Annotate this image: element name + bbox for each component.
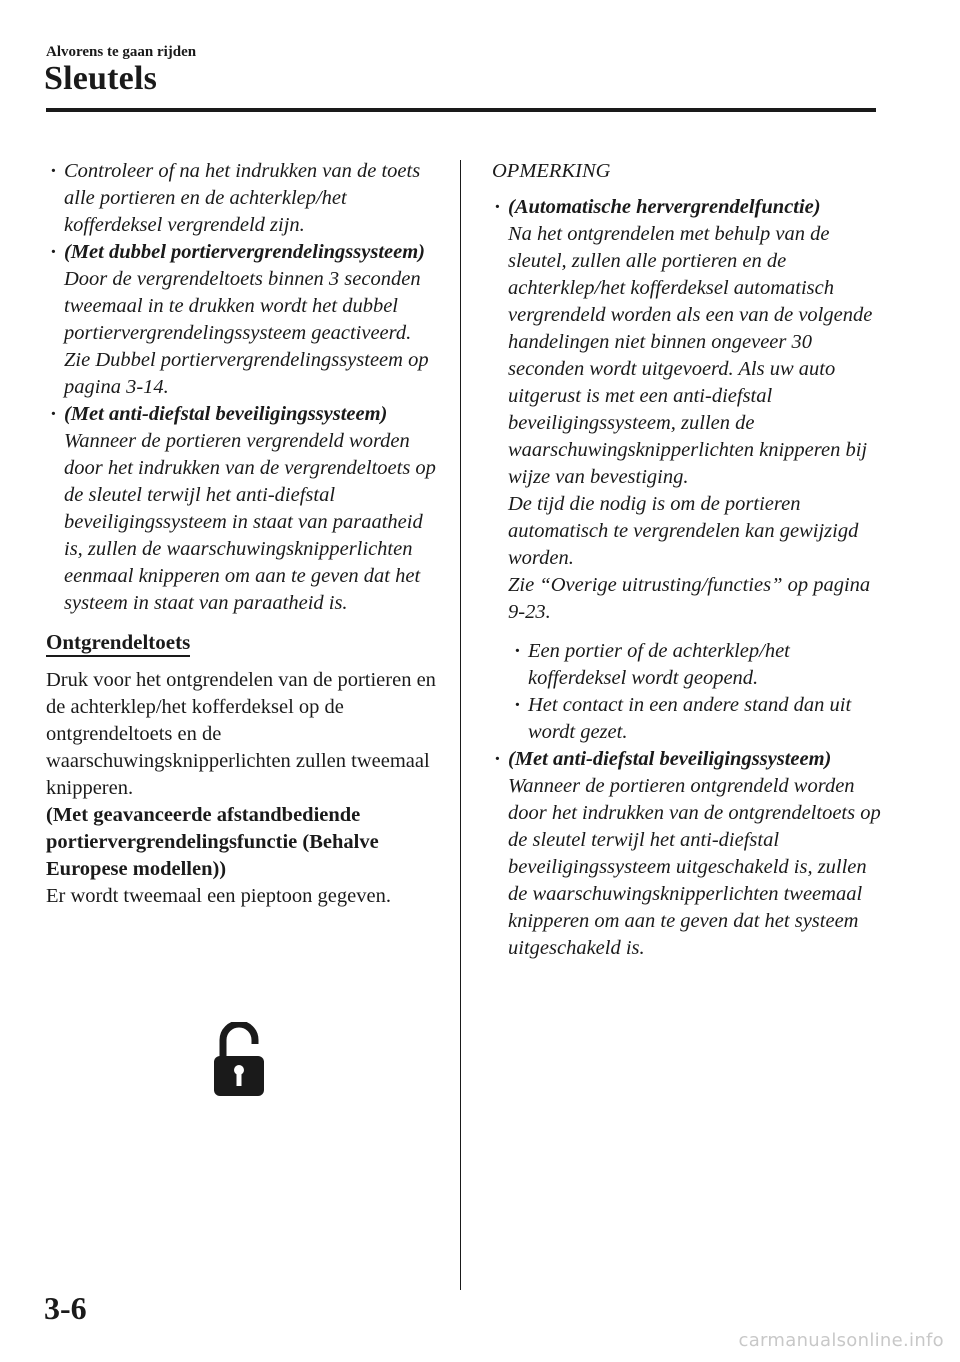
page-reference: Zie Dubbel portiervergrendelingssysteem op pagina 3-14. bbox=[64, 349, 429, 398]
unlock-paragraph: Druk voor het ontgrendelen van de portieren en de achterklep/het kofferdeksel op de ontgrendeltoets en de waarschuwingsknipperlichten zullen tweemaal knipperen. bbox=[46, 669, 436, 799]
bullet-check-locked bbox=[46, 158, 441, 239]
beep-paragraph: Er wordt tweemaal een pieptoon gegeven. bbox=[46, 885, 391, 907]
bullet-body: Na het ontgrendelen met behulp van de sleutel, zullen alle portieren en de achterklep/het kofferdeksel automatisch vergrendeld worden als een van de volgende handelingen niet binnen ongeveer 30 seconden wordt uitgevoerd. Als uw auto uitgerust is met een anti-diefstal beveiligingssysteem, zullen de waarschuwingsknipperlichten knipperen bij wijze van bevestiging. bbox=[508, 223, 873, 488]
right-column bbox=[490, 158, 885, 962]
page-reference: Zie “Overige uitrusting/functies” op pagina 9-23. bbox=[508, 574, 871, 623]
watermark: carmanualsonline.info bbox=[738, 1330, 944, 1351]
bullet-body: Wanneer de portieren ontgrendeld worden door het indrukken van de ontgrendeltoets op de sleutel terwijl het anti-diefstal beveiligingssysteem uitgeschakeld is, zullen de waarschuwingsknipperlichten tweemaal knipperen om aan te geven dat het systeem uitgeschakeld is. bbox=[508, 775, 881, 959]
bullet-anti-theft-unlock bbox=[490, 746, 885, 962]
bullet-heading: · (Automatische hervergrendelfunctie) bbox=[508, 196, 821, 218]
advanced-keyless-heading: (Met geavanceerde afstandbediende portiervergrendelingsfunctie (Behalve Europese modellen)) bbox=[46, 804, 379, 880]
section-heading-unlock-button: Ontgrendeltoets bbox=[46, 629, 190, 657]
bullet-body: Wanneer de portieren vergrendeld worden door het indrukken van de vergrendeltoets op de sleutel terwijl het anti-diefstal beveiligingssysteem in staat van paraatheid is, zullen de waarschuwingsknipperlichten eenmaal knipperen om aan te geven dat het systeem in staat van paraatheid is. bbox=[64, 430, 436, 614]
bullet-anti-theft-lock bbox=[46, 401, 441, 617]
spacer bbox=[490, 626, 885, 638]
bullet-heading: · (Met dubbel portiervergrendelingssysteem) bbox=[64, 241, 425, 263]
section-name: Alvorens te gaan rijden bbox=[46, 44, 197, 60]
header-divider bbox=[46, 108, 876, 112]
page-number: 3-6 bbox=[44, 1290, 87, 1326]
sub-bullet-item: · Het contact in een andere stand dan uit wordt gezet. bbox=[490, 692, 885, 746]
page-title: Sleutels bbox=[44, 60, 158, 97]
sub-bullet-item: · Een portier of de achterklep/het kofferdeksel wordt geopend. bbox=[490, 638, 885, 692]
bullet-body: Door de vergrendeltoets binnen 3 seconden tweemaal in te drukken wordt het dubbel portiervergrendelingssysteem geactiveerd. bbox=[64, 268, 421, 344]
bullet-heading: · (Met anti-diefstal beveiligingssysteem) bbox=[508, 748, 832, 770]
bullet-double-lock bbox=[46, 239, 441, 401]
column-divider bbox=[460, 160, 461, 1290]
bullet-body-2: De tijd die nodig is om de portieren automatisch te vergrendelen kan gewijzigd worden. bbox=[508, 493, 859, 569]
left-column bbox=[46, 158, 441, 910]
unlocked-padlock-icon bbox=[213, 1022, 265, 1096]
note-heading: OPMERKING bbox=[492, 160, 611, 182]
bullet-auto-relock bbox=[490, 194, 885, 626]
bullet-heading: · (Met anti-diefstal beveiligingssysteem) bbox=[64, 403, 388, 425]
bullet-text: Controleer of na het indrukken van de toets alle portieren en de achterklep/het kofferdeksel vergrendeld zijn. bbox=[64, 160, 421, 236]
